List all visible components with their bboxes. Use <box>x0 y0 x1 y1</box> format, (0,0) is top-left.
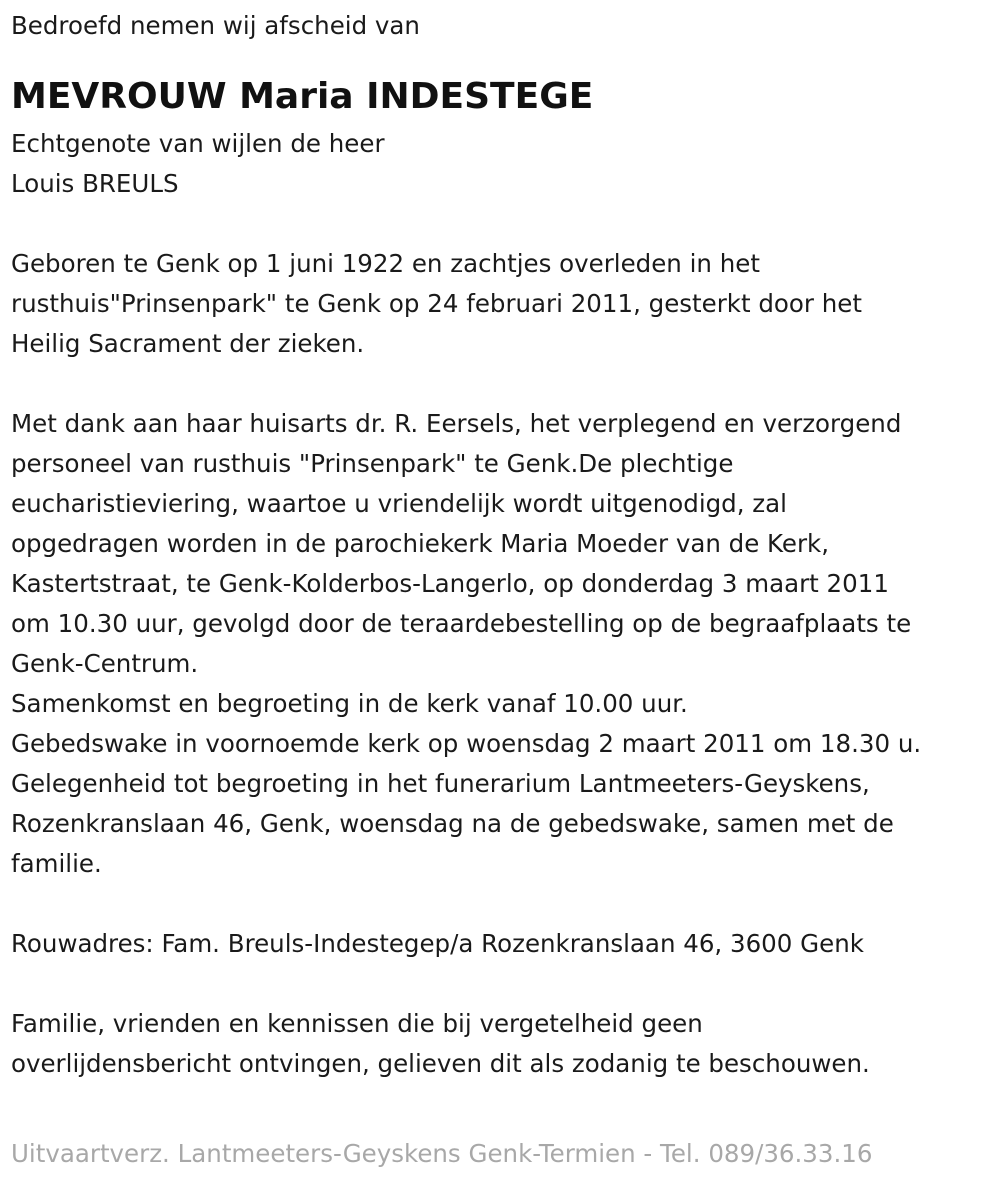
deceased-name: MEVROUW Maria INDESTEGE <box>11 76 594 117</box>
spouse-line: Echtgenote van wijlen de heer <box>11 129 385 158</box>
thanks-ceremony-paragraph <box>11 404 996 884</box>
spacer <box>11 204 996 244</box>
spacer <box>11 364 996 404</box>
obituary-notice <box>11 6 996 1084</box>
paragraph-line: Geboren te Genk op 1 juni 1922 en zachtjes overleden in het <box>11 249 760 278</box>
paragraph-line: Met dank aan haar huisarts dr. R. Eersels, het verplegend en verzorgend <box>11 409 902 438</box>
mourning-address: Rouwadres: Fam. Breuls-Indestegep/a Rozenkranslaan 46, 3600 Genk <box>11 929 864 958</box>
spacer <box>11 884 996 924</box>
paragraph-line: rusthuis"Prinsenpark" te Genk op 24 februari 2011, gesterkt door het <box>11 289 862 318</box>
paragraph-line: om 10.30 uur, gevolgd door de teraardebestelling op de begraafplaats te <box>11 609 912 638</box>
paragraph-line: overlijdensbericht ontvingen, gelieven dit als zodanig te beschouwen. <box>11 1049 870 1078</box>
paragraph-line: Heilig Sacrament der zieken. <box>11 329 365 358</box>
spacer <box>11 964 996 1004</box>
spouse-name: Louis BREULS <box>11 169 179 198</box>
spouse-block <box>11 124 996 204</box>
paragraph-line: opgedragen worden in de parochiekerk Maria Moeder van de Kerk, <box>11 529 830 558</box>
paragraph-line: Gelegenheid tot begroeting in het funerarium Lantmeeters-Geyskens, <box>11 769 870 798</box>
paragraph-line: Kastertstraat, te Genk-Kolderbos-Langerlo, op donderdag 3 maart 2011 <box>11 569 889 598</box>
paragraph-line: personeel van rusthuis "Prinsenpark" te Genk.De plechtige <box>11 449 734 478</box>
closing-paragraph <box>11 1004 996 1084</box>
birth-death-paragraph <box>11 244 996 364</box>
paragraph-line: Gebedswake in voornoemde kerk op woensdag 2 maart 2011 om 18.30 u. <box>11 729 922 758</box>
paragraph-line: Samenkomst en begroeting in de kerk vanaf 10.00 uur. <box>11 689 688 718</box>
paragraph-line: Familie, vrienden en kennissen die bij vergetelheid geen <box>11 1009 703 1038</box>
intro-text: Bedroefd nemen wij afscheid van <box>11 11 420 40</box>
paragraph-line: familie. <box>11 849 102 878</box>
funeral-home-footer: Uitvaartverz. Lantmeeters-Geyskens Genk-Termien - Tel. 089/36.33.16 <box>11 1139 873 1168</box>
paragraph-line: Genk-Centrum. <box>11 649 199 678</box>
paragraph-line: Rozenkranslaan 46, Genk, woensdag na de gebedswake, samen met de <box>11 809 894 838</box>
paragraph-line: eucharistieviering, waartoe u vriendelijk wordt uitgenodigd, zal <box>11 489 787 518</box>
